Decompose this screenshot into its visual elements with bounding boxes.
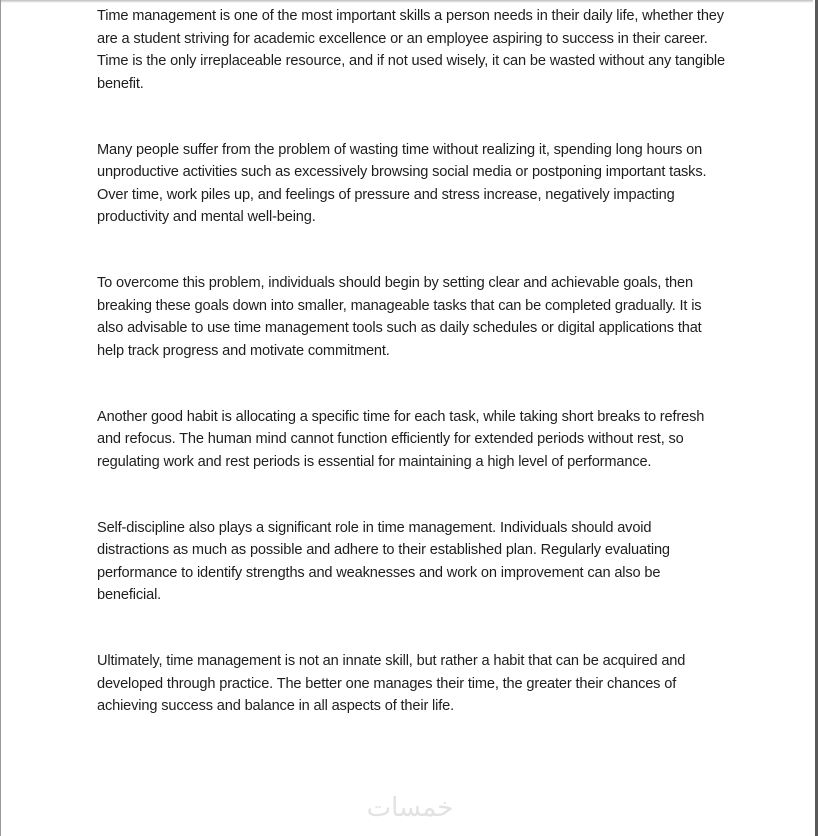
top-shadow: [1, 0, 813, 3]
paragraph-2: Many people suffer from the problem of wasting time without realizing it, spending long hours on unproductive activities such as excessively browsing social media or postponing important tasks. Over time, work piles up, and feelings of pressure and stress increase, negatively impacting productivity and mental well-being.: [97, 141, 707, 225]
paragraph-4: Another good habit is allocating a specific time for each task, while taking short breaks to refresh and refocus. The human mind cannot function efficiently for extended periods without rest, so regulating work and rest periods is essential for maintaining a high level of performance.: [97, 408, 705, 470]
paragraph-1: Time management is one of the most important skills a person needs in their daily life, whether they are a student striving for academic excellence or an employee aspiring to success in their career. Time is the only irreplaceable resource, and if not used wisely, it can be wasted without any tangible benefit.: [97, 8, 725, 92]
watermark-logo: خمسات: [366, 793, 454, 823]
paragraph-3: To overcome this problem, individuals should begin by setting clear and achievable goals, then breaking these goals down into smaller, manageable tasks that can be completed gradually. It is also advisable to use time management tools such as daily schedules or digital applications that help track progress and motivate commitment.: [97, 275, 702, 359]
document-page: [97, 5, 727, 761]
paragraph-6: Ultimately, time management is not an innate skill, but rather a habit that can be acquired and developed through practice. The better one manages their time, the greater their chances of achieving success and balance in all aspects of their life.: [97, 653, 686, 714]
paragraph-5: Self-discipline also plays a significant role in time management. Individuals should avoid distractions as much as possible and adhere to their established plan. Regularly evaluating performance to identify strengths and weaknesses and work on improvement can also be beneficial.: [97, 519, 670, 603]
